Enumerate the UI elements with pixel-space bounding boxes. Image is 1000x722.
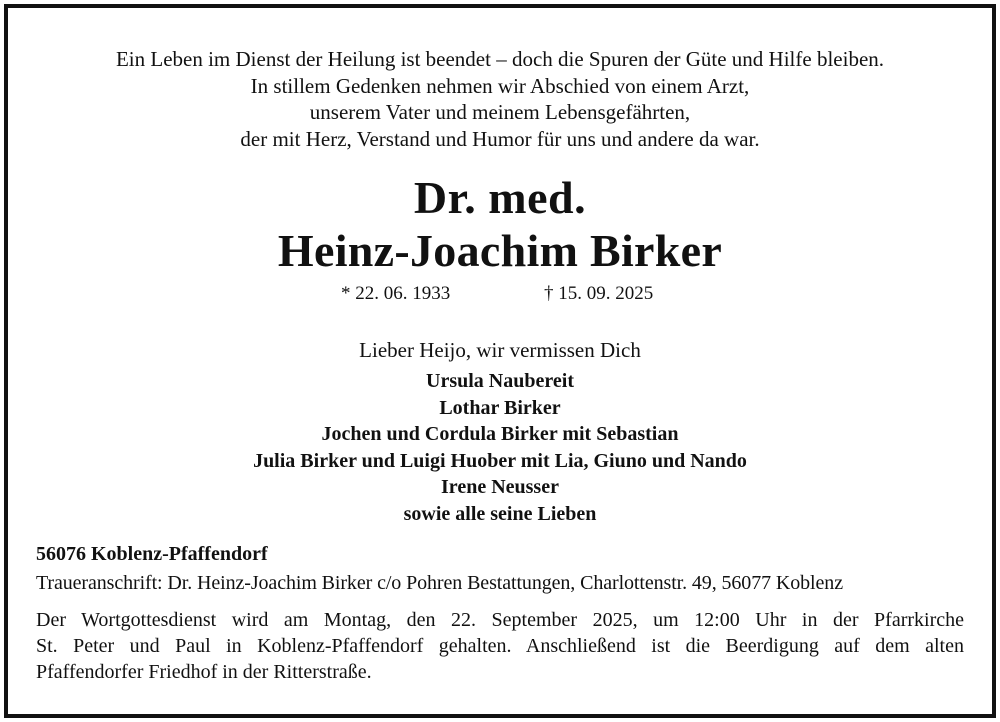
intro-line: unserem Vater und meinem Lebensgefährten,	[309, 100, 691, 124]
mourner-entry: Lothar Birker	[439, 396, 561, 419]
mourner-entry: Jochen und Cordula Birker mit Sebastian	[321, 423, 679, 445]
farewell-line: Lieber Heijo, wir vermissen Dich	[359, 338, 641, 362]
mourner-entry: Ursula Naubereit	[426, 370, 574, 392]
intro-line: In stillem Gedenken nehmen wir Abschied von einem Arzt,	[250, 73, 750, 98]
mourners-list	[0, 368, 1000, 527]
intro-line: Ein Leben im Dienst der Heilung ist beendet – doch die Spuren der Güte und Hilfe bleiben.	[115, 47, 885, 71]
death-date: † 15. 09. 2025	[544, 283, 654, 304]
service-line: Pfaffendorfer Friedhof in der Ritterstraße.	[36, 661, 372, 683]
intro-text	[0, 46, 1000, 152]
birth-date: * 22. 06. 1933	[341, 283, 451, 304]
service-info	[36, 607, 964, 685]
service-line: St. Peter und Paul in Koblenz-Pfaffendorf gehalten. Anschließend ist die Beerdigung auf dem alten	[36, 635, 964, 657]
intro-line: der mit Herz, Verstand und Humor für uns und andere da war.	[240, 126, 760, 151]
mourner-entry: sowie alle seine Lieben	[403, 502, 597, 525]
mourner-entry: Julia Birker und Luigi Huober mit Lia, Giuno und Nando	[253, 449, 747, 472]
service-line: Der Wortgottesdienst wird am Montag, den 22. September 2025, um 12:00 Uhr in der Pfarrkirche	[36, 609, 964, 631]
mourning-address: Traueranschrift: Dr. Heinz-Joachim Birker c/o Pohren Bestattungen, Charlottenstr. 49, 56077 Koblenz	[36, 572, 843, 594]
mourner-entry: Irene Neusser	[441, 476, 559, 498]
deceased-title: Dr. med.	[413, 172, 587, 223]
deceased-name: Heinz-Joachim Birker	[277, 225, 723, 276]
location-heading: 56076 Koblenz-Pfaffendorf	[36, 543, 268, 565]
